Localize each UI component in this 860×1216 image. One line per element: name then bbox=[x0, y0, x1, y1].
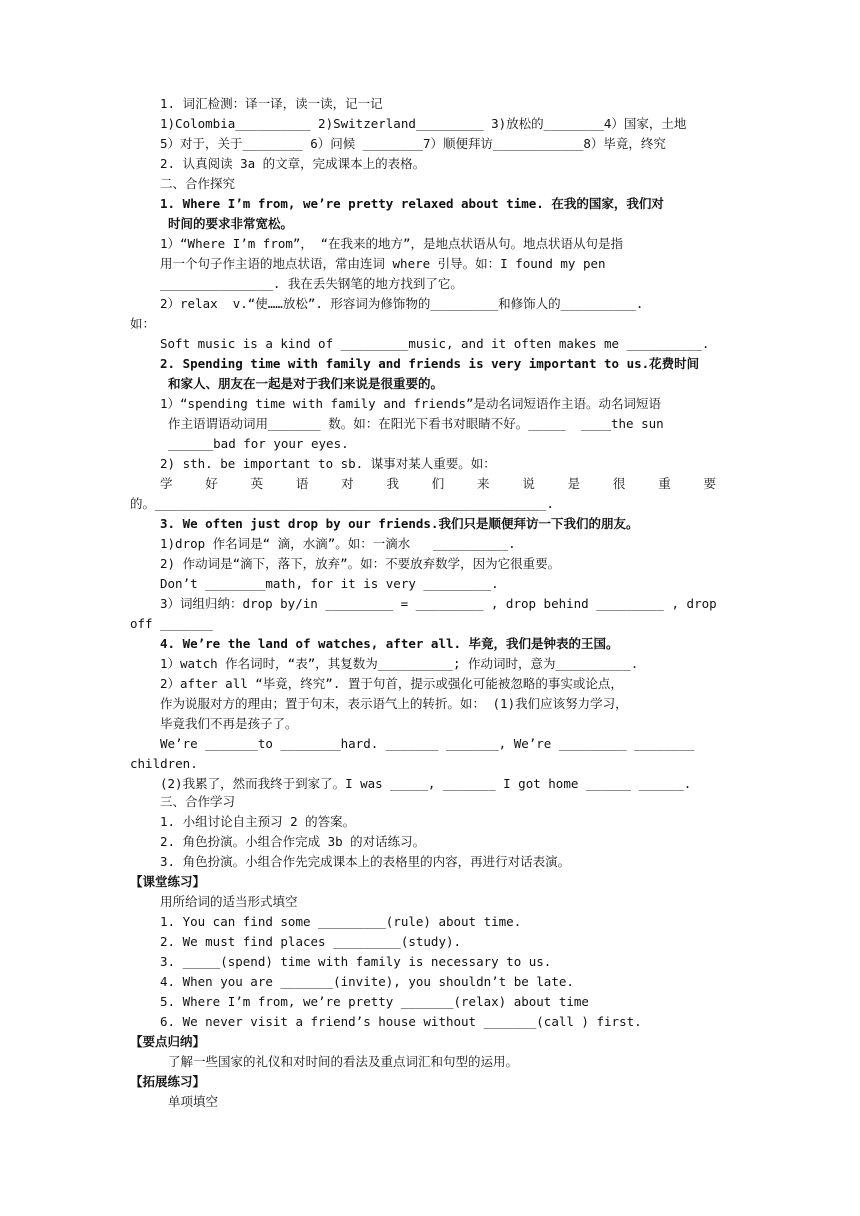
text-line bbox=[0, 554, 860, 574]
text-line bbox=[0, 314, 860, 334]
section-heading-line bbox=[0, 194, 860, 214]
line-text: 时间的要求非常宽松。 bbox=[168, 216, 294, 231]
line-text: 如： bbox=[130, 316, 156, 331]
text-line bbox=[0, 594, 860, 614]
section-heading-line bbox=[0, 354, 860, 374]
text-line bbox=[0, 234, 860, 254]
line-text: 4. We’re the land of watches, after all. 毕竟，我们是钟表的王国。 bbox=[160, 636, 619, 651]
line-text: 毕竟我们不再是孩子了。 bbox=[160, 716, 298, 731]
line-text: 1）“spending time with family and friends”是动名词短语作主语。动名词短语 bbox=[160, 396, 662, 411]
text-line bbox=[0, 454, 860, 474]
text-line bbox=[0, 94, 860, 114]
line-text: 3）词组归纳：drop by/in _________ = _________ , drop behind _________ , drop bbox=[160, 596, 717, 611]
text-line bbox=[0, 754, 860, 774]
line-text: 3. We often just drop by our friends.我们只是顺便拜访一下我们的朋友。 bbox=[160, 516, 639, 531]
line-text: 1. Where I’m from, we’re pretty relaxed about time. 在我的国家，我们对 bbox=[160, 196, 664, 211]
line-text: 5. Where I’m from, we’re pretty _______(relax) about time bbox=[160, 994, 589, 1009]
line-text: 作为说服对方的理由；置于句末，表示语气上的转折。如： (1)我们应该努力学习， bbox=[160, 696, 628, 711]
text-line bbox=[0, 254, 860, 274]
text-line bbox=[0, 274, 860, 294]
text-line bbox=[0, 474, 860, 494]
text-line bbox=[0, 1012, 860, 1032]
line-text: 1）“Where I’m from”， “在我来的地方”，是地点状语从句。地点状语从句是指 bbox=[160, 236, 624, 251]
line-text: ______bad for your eyes. bbox=[168, 436, 349, 451]
text-line bbox=[0, 434, 860, 454]
text-line bbox=[0, 674, 860, 694]
line-text: We’re _______to ________hard. _______ _______, We’re _________ ________ bbox=[160, 736, 695, 751]
text-line bbox=[0, 952, 860, 972]
text-line bbox=[0, 394, 860, 414]
section-heading-line bbox=[0, 634, 860, 654]
line-text: 1. 小组讨论自主预习 2 的答案。 bbox=[160, 814, 356, 829]
text-line bbox=[0, 654, 860, 674]
line-text: 1)drop 作名词是“ 滴，水滴”。如：一滴水 __________. bbox=[160, 536, 516, 551]
text-line bbox=[0, 534, 860, 554]
text-line bbox=[0, 414, 860, 434]
line-text: 和家人、朋友在一起是对于我们来说是很重要的。 bbox=[168, 376, 444, 391]
text-line bbox=[0, 992, 860, 1012]
text-line bbox=[0, 932, 860, 952]
line-text: 2. 认真阅读 3a 的文章，完成课本上的表格。 bbox=[160, 156, 426, 171]
text-line bbox=[0, 694, 860, 714]
line-text: Don’t ________math, for it is very _________. bbox=[160, 576, 499, 591]
line-text: 单项填空 bbox=[168, 1094, 219, 1109]
line-text: 1）watch 作名词时，“表”，其复数为__________; 作动词时，意为__________. bbox=[160, 656, 639, 671]
line-text: 【要点归纳】 bbox=[130, 1034, 206, 1049]
line-text: 2) 作动词是“滴下，落下，放弃”。如：不要放弃数学，因为它很重要。 bbox=[160, 556, 561, 571]
text-line bbox=[0, 574, 860, 594]
text-line bbox=[0, 972, 860, 992]
line-text: 5）对于，关于________ 6）问候 ________7）顺便拜访____________8）毕竟，终究 bbox=[160, 136, 666, 151]
text-line bbox=[0, 174, 860, 194]
line-text: 【课堂练习】 bbox=[130, 874, 206, 889]
line-text: 用所给词的适当形式填空 bbox=[160, 894, 298, 909]
line-text: 二、合作探究 bbox=[160, 176, 236, 191]
text-line bbox=[0, 734, 860, 754]
line-text: 2）after all “毕竟，终究”. 置于句首，提示或强化可能被忽略的事实或论点， bbox=[160, 676, 623, 691]
line-text: 学 好 英 语 对 我 们 来 说 是 很 重 要 bbox=[160, 476, 716, 491]
line-text: 2）relax v.“使……放松”. 形容词为修饰物的_________和修饰人的__________. bbox=[160, 296, 644, 311]
line-text: 2) sth. be important to sb. 谋事对某人重要。如： bbox=[160, 456, 496, 471]
line-text: 1)Colombia__________ 2)Switzerland_________ 3)放松的________4）国家，土地 bbox=[160, 116, 687, 131]
text-line bbox=[0, 334, 860, 354]
line-text: 3. _____(spend) time with family is necessary to us. bbox=[160, 954, 552, 969]
line-text: 4. When you are _______(invite), you shouldn’t be late. bbox=[160, 974, 574, 989]
section-heading-line bbox=[0, 1072, 860, 1092]
line-text: Soft music is a kind of _________music, and it often makes me __________. bbox=[160, 336, 710, 351]
text-line bbox=[0, 1052, 860, 1072]
section-heading-line bbox=[0, 374, 860, 394]
text-line bbox=[0, 494, 860, 514]
text-line bbox=[0, 832, 860, 852]
line-text: off _______ bbox=[130, 616, 213, 631]
text-line bbox=[0, 1092, 860, 1112]
text-line bbox=[0, 852, 860, 872]
line-text: _______________. 我在丢失钢笔的地方找到了它。 bbox=[160, 276, 463, 291]
line-text: 3. 角色扮演。小组合作先完成课本上的表格里的内容，再进行对话表演。 bbox=[160, 854, 571, 869]
line-text: 【拓展练习】 bbox=[130, 1074, 206, 1089]
text-line bbox=[0, 294, 860, 314]
line-text: 用一个句子作主语的地点状语，常由连词 where 引导。如：I found my pen bbox=[160, 256, 606, 271]
line-text: 1. 词汇检测：译一译，读一读，记一记 bbox=[160, 96, 383, 111]
text-line bbox=[0, 892, 860, 912]
line-text: 了解一些国家的礼仪和对时间的看法及重点词汇和句型的运用。 bbox=[168, 1054, 519, 1069]
text-line bbox=[0, 714, 860, 734]
text-line bbox=[0, 812, 860, 832]
text-line bbox=[0, 154, 860, 174]
line-text: 6. We never visit a friend’s house without _______(call ) first. bbox=[160, 1014, 642, 1029]
text-line bbox=[0, 134, 860, 154]
section-heading-line bbox=[0, 1032, 860, 1052]
line-text: (2)我累了，然而我终于到家了。I was _____, _______ I got home ______ ______. bbox=[160, 776, 692, 791]
line-text: children. bbox=[130, 756, 198, 771]
line-text: 2. We must find places _________(study). bbox=[160, 934, 462, 949]
line-text: 三、合作学习 bbox=[160, 794, 236, 809]
text-line bbox=[0, 792, 860, 812]
line-text: 的。____________________________________________________. bbox=[130, 496, 554, 511]
line-text: 2. Spending time with family and friends is very important to us.花费时间 bbox=[160, 356, 700, 371]
text-line bbox=[0, 774, 860, 794]
text-line bbox=[0, 912, 860, 932]
line-text: 1. You can find some _________(rule) about time. bbox=[160, 914, 522, 929]
section-heading-line bbox=[0, 872, 860, 892]
text-line bbox=[0, 114, 860, 134]
section-heading-line bbox=[0, 214, 860, 234]
text-line bbox=[0, 614, 860, 634]
line-text: 作主语谓语动词用_______ 数。如：在阳光下看书对眼睛不好。_____ ____the sun bbox=[168, 416, 664, 431]
section-heading-line bbox=[0, 514, 860, 534]
line-text: 2. 角色扮演。小组合作完成 3b 的对话练习。 bbox=[160, 834, 426, 849]
